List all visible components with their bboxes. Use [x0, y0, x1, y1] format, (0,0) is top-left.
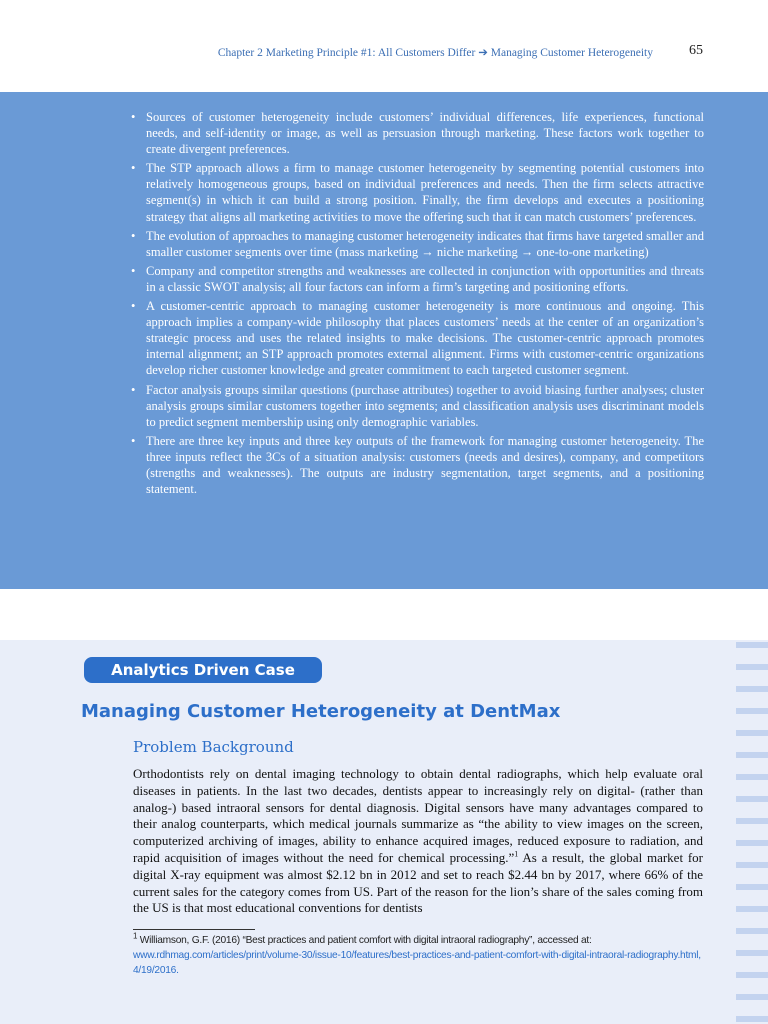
summary-item — [131, 263, 704, 295]
paragraph-text-continued: As a result, the global market for digital X-ray equipment was almost $2.12 bn in 2012 and set to reach $2.44 bn by 2017, where 66% of the current sales for the category comes from US. Part of the reason for the lion’s share of the sales coming from the US is that most educational conventions for dentists — [133, 849, 704, 916]
footnote-marker: 1 — [133, 931, 138, 941]
paragraph-text: Orthodontists rely on dental imaging technology to obtain dental radiographs, which help evaluate oral diseases in patients. In the last two decades, dentists appear to increasingly rely on digital- (rather than analog-) based intraoral sensors for dental diagnosis. Digital sensors have many advantages compared to their analog counterparts, which medical journals summarize as “the ability to view images on the screen, computerized archiving of images, ability to enhance acquired images, reduced exposure to radiation, and rapid acquisition of images without the need for chemical processing.” — [133, 766, 703, 865]
footnote-date: , 4/19/2016. — [133, 950, 701, 976]
summary-item-text: Sources of customer heterogeneity include customers’ individual differences, life experiences, functional needs, and self-identity or image, as well as persuasion through marketing. These factors work together to create divergent preferences. — [146, 110, 704, 157]
decorative-stripes — [736, 642, 768, 1024]
bullet-icon: • — [131, 161, 136, 176]
page-header — [0, 0, 768, 92]
bullet-icon: • — [131, 263, 136, 278]
summary-item-text: Factor analysis groups similar questions (purchase attributes) together to avoid biasing further analyses; cluster analysis groups similar customers together into segments; and classification analysis uses discriminant models to predict segment membership using only demographic variables. — [146, 382, 704, 429]
footnote-text: Williamson, G.F. (2016) “Best practices and patient comfort with digital intraoral radiography”, accessed at: — [137, 935, 592, 946]
footnote-link[interactable]: www.rdhmag.com/articles/print/volume-30/issue-10/features/best-practices-and-patient-comfort-with-digital-intraoral-radiography.html — [133, 950, 699, 961]
section-heading: Problem Background — [133, 738, 294, 756]
summary-item-text: The evolution of approaches to managing customer heterogeneity indicates that firms have targeted smaller and smaller customer segments over time (mass marketing → niche marketing → one-to-one marketing) — [146, 228, 704, 259]
case-paragraph — [133, 766, 703, 917]
summary-item-text: The STP approach allows a firm to manage customer heterogeneity by segmenting potential customers into relatively homogeneous groups, based on individual preferences and needs. Then the firm selects attractive segment(s) in which it can build a strong position. Finally, the firm develops and executes a positioning strategy that aligns all marketing activities to move the offering such that it can match customers’ preferences. — [146, 161, 704, 224]
footnote — [133, 933, 708, 978]
case-badge: Analytics Driven Case — [84, 657, 322, 683]
summary-item — [131, 160, 704, 224]
bullet-icon: • — [131, 299, 136, 314]
summary-item-text: Company and competitor strengths and weaknesses are collected in conjunction with opportunities and threats in a classic SWOT analysis; all four factors can inform a firm’s targeting and positioning efforts. — [146, 263, 704, 294]
summary-item — [131, 109, 704, 157]
page-number: 65 — [689, 43, 703, 58]
summary-item — [131, 298, 704, 378]
footnote-divider — [133, 929, 255, 930]
bullet-icon: • — [131, 110, 136, 124]
summary-item — [131, 433, 704, 497]
summary-item — [131, 382, 704, 430]
bullet-icon: • — [131, 382, 136, 397]
summary-item-text: There are three key inputs and three key outputs of the framework for managing customer heterogeneity. The three inputs reflect the 3Cs of a situation analysis: customers (needs and desires), company, and competitors (strengths and weaknesses). The outputs are industry segmentation, target segments, and a positioning statement. — [146, 433, 704, 497]
bullet-icon: • — [131, 228, 136, 243]
summary-item-text: A customer-centric approach to managing customer heterogeneity is more continuous and ongoing. This approach implies a company-wide philosophy that places customers’ needs at the center of an organization’s strategic process and uses the related insights to make decisions. The customer-centric approach promotes internal alignment; an STP approach promotes external alignment. Firms with customer-centric organizations develop richer customer knowledge and greater commitment to each targeted customer segment. — [146, 299, 704, 378]
running-head: Chapter 2 Marketing Principle #1: All Customers Differ ➔ Managing Customer Heterogeneity — [217, 47, 653, 59]
bullet-icon: • — [131, 433, 136, 448]
summary-list — [131, 109, 704, 500]
footnote-reference[interactable]: 1 — [514, 849, 519, 859]
summary-item — [131, 228, 704, 260]
case-title: Managing Customer Heterogeneity at DentMax — [81, 701, 561, 722]
